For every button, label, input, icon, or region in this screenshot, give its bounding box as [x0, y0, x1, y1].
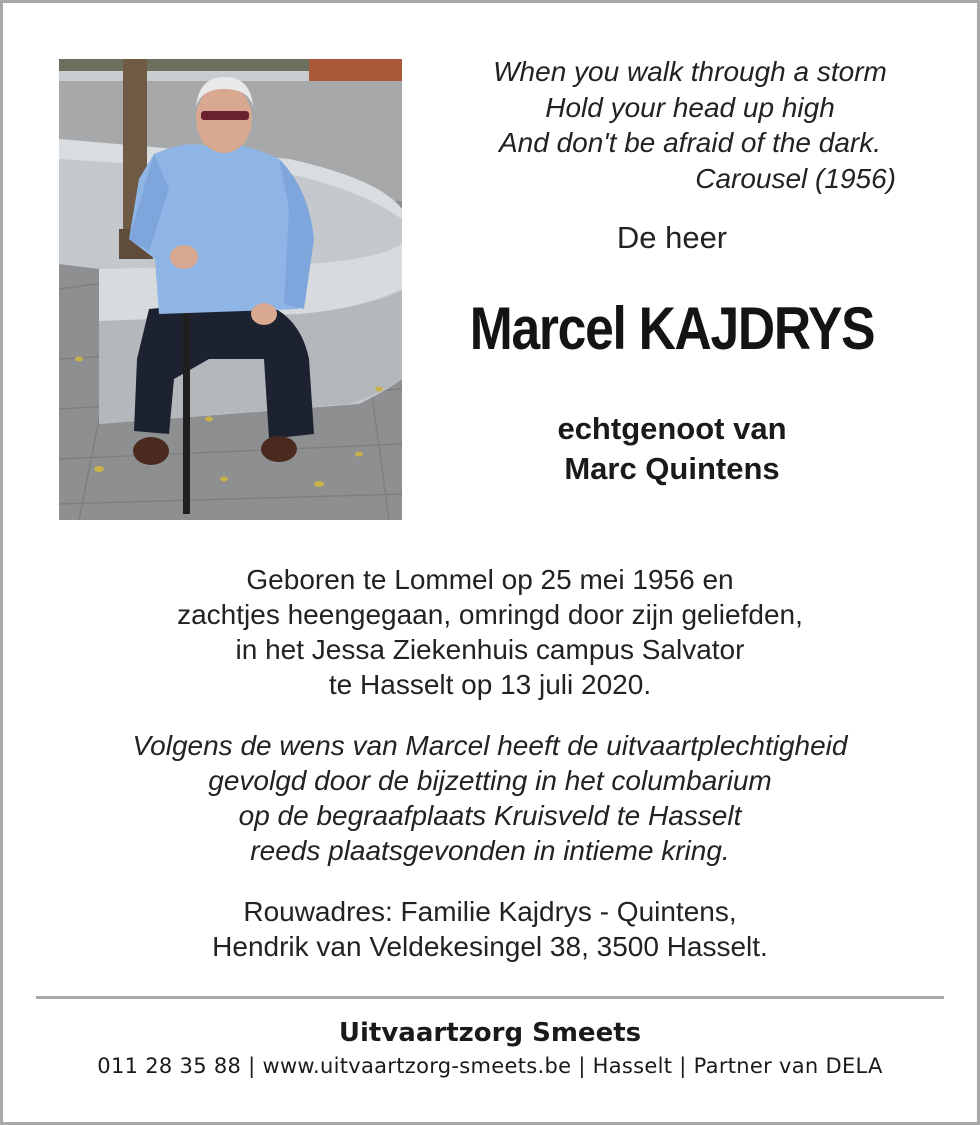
spouse-block — [420, 409, 924, 489]
poem-line: Hold your head up high — [545, 91, 835, 123]
deceased-name: Marcel KAJDRYS — [469, 295, 875, 362]
text-line: in het Jessa Ziekenhuis campus Salvator — [235, 634, 745, 665]
spouse-name: Marc Quintens — [564, 451, 780, 486]
portrait-photo — [59, 59, 402, 520]
text-line: Geboren te Lommel op 25 mei 1956 en — [246, 564, 734, 595]
mourning-address — [0, 894, 980, 964]
footer-divider — [36, 996, 944, 999]
text-line: Rouwadres: Familie Kajdrys - Quintens, — [243, 896, 737, 927]
poem — [420, 54, 960, 196]
poem-line: When you walk through a storm — [493, 56, 887, 87]
text-line: te Hasselt op 13 juli 2020. — [328, 669, 652, 700]
funeral-company-name: Uitvaartzorg Smeets — [338, 1018, 642, 1048]
text-line: zachtjes heengegaan, omringd door zijn geliefden, — [177, 599, 803, 630]
portrait-illustration — [59, 59, 402, 520]
text-line: reeds plaatsgevonden in intieme kring. — [250, 835, 730, 866]
honorific: De heer — [616, 220, 728, 255]
text-line: gevolgd door de bijzetting in het columbarium — [208, 765, 772, 796]
text-line: Hendrik van Veldekesingel 38, 3500 Hasselt. — [212, 931, 768, 962]
poem-line: And don't be afraid of the dark. — [498, 127, 882, 158]
spouse-relation: echtgenoot van — [557, 411, 787, 446]
birth-death-text — [0, 562, 980, 702]
poem-credit: Carousel (1956) — [695, 162, 896, 194]
text-line: Volgens de wens van Marcel heeft de uitvaartplechtigheid — [132, 730, 848, 761]
text-line: op de begraafplaats Kruisveld te Hasselt — [238, 800, 742, 831]
funeral-note — [0, 728, 980, 868]
funeral-company-contact: 011 28 35 88 | www.uitvaartzorg-smeets.be | Hasselt | Partner van DELA — [97, 1054, 883, 1078]
